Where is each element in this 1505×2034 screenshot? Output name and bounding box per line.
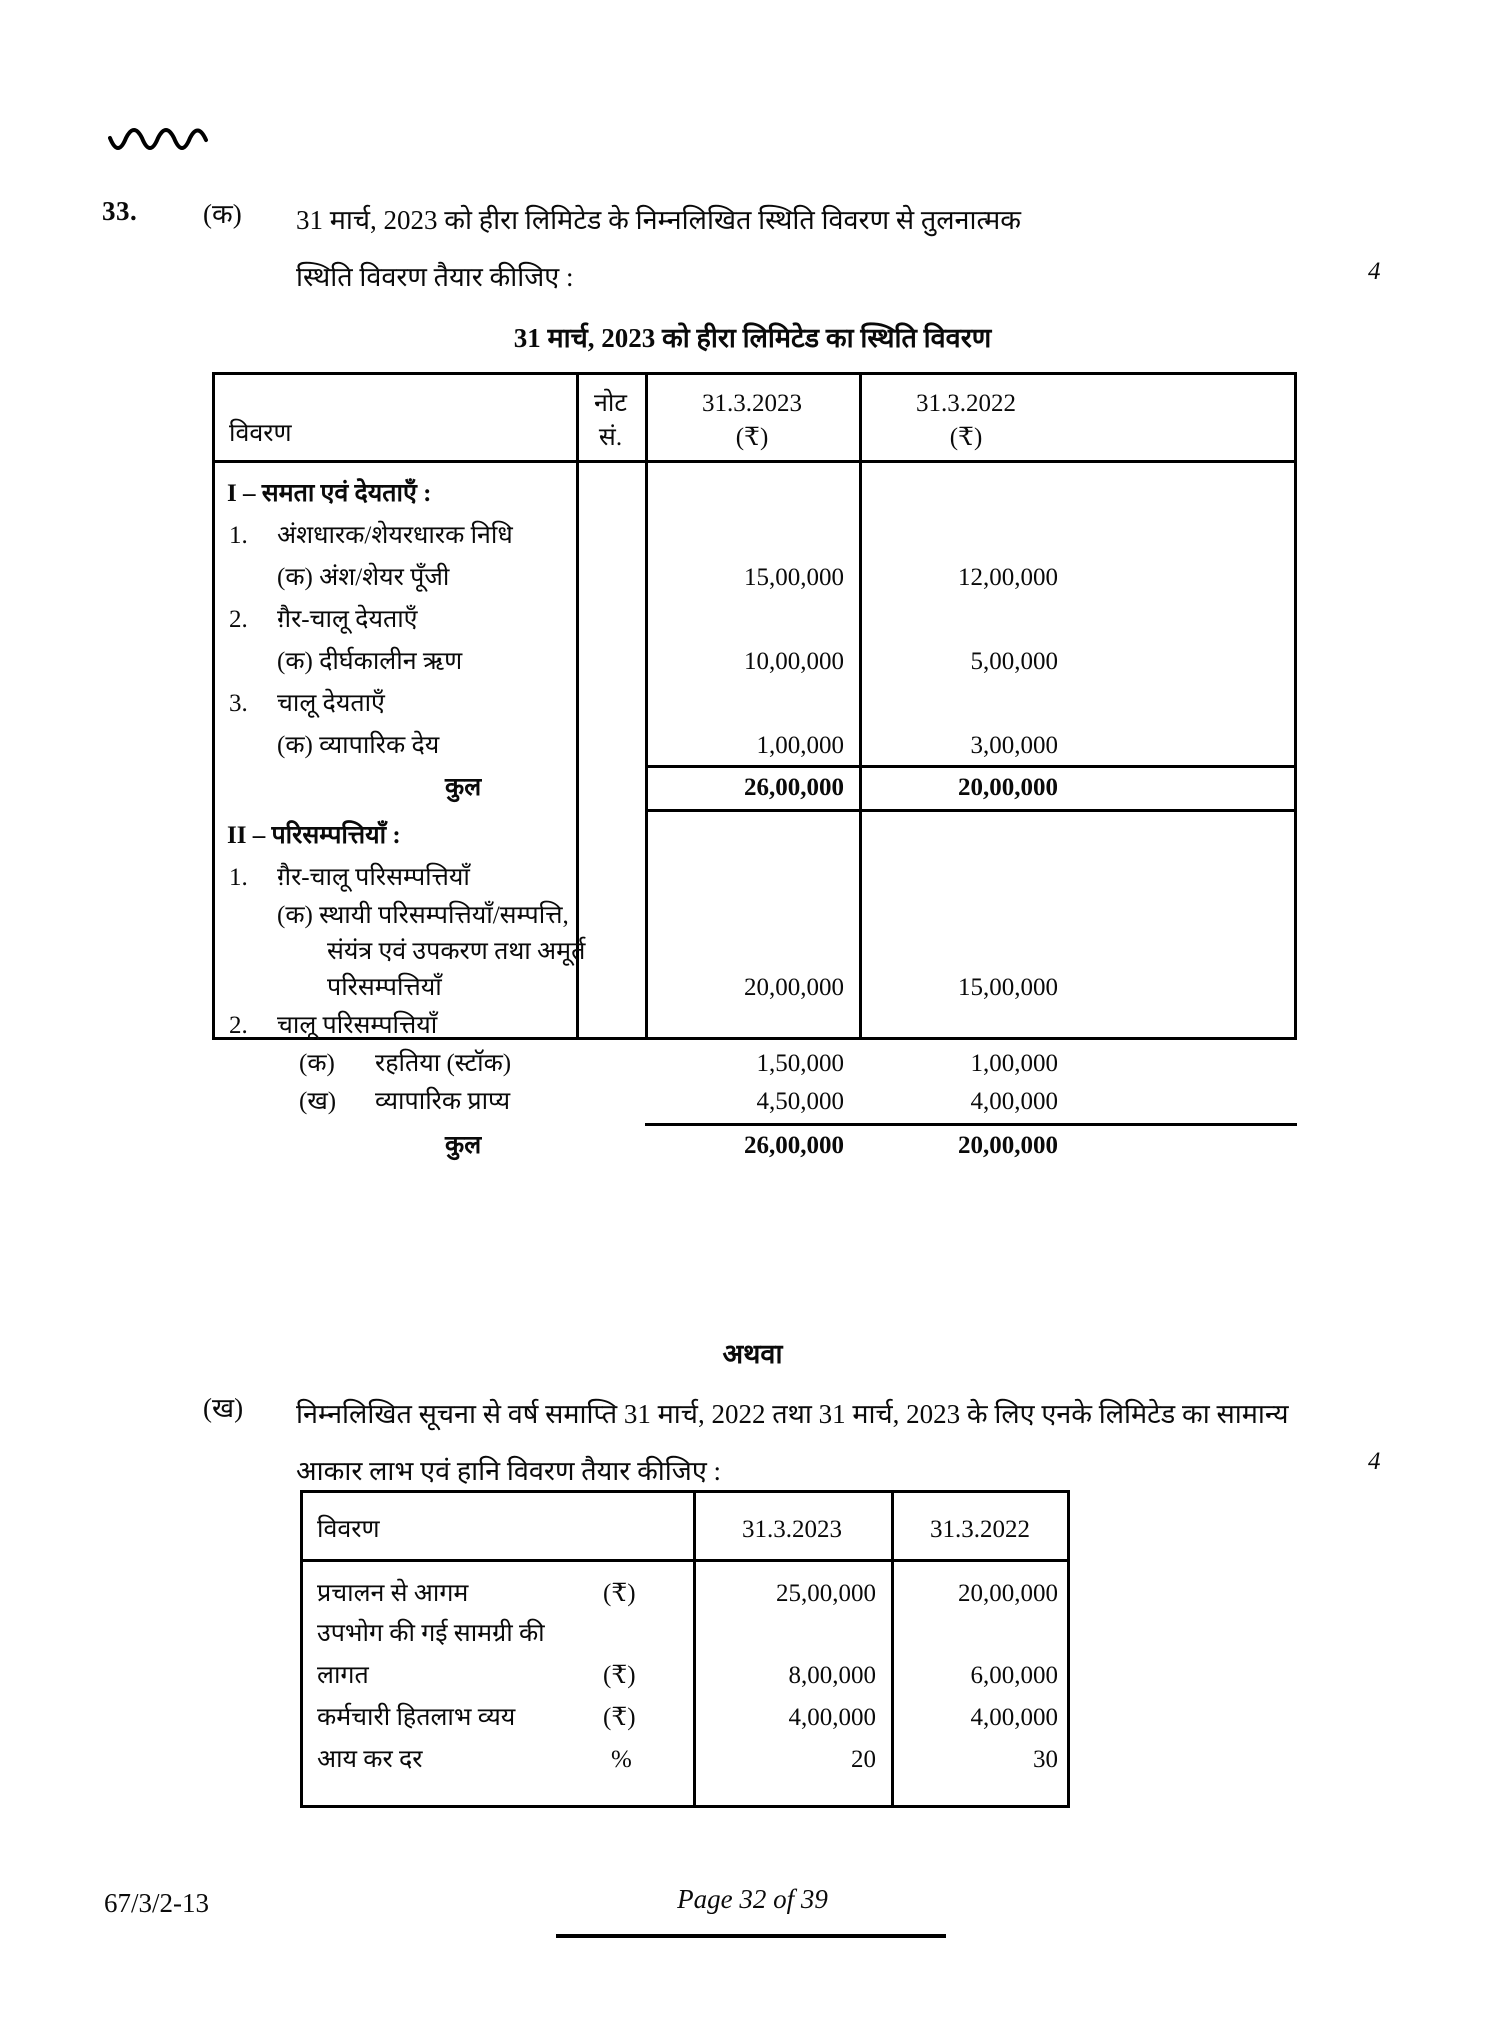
table1-total-rule-top: [645, 765, 1297, 768]
question-part-b-text: [296, 1386, 1316, 1500]
table2-value-2022: 6,00,000: [970, 1662, 1058, 1689]
table2-row-label: आय कर दर: [317, 1746, 423, 1773]
table1-col-rule-3: [859, 375, 862, 1037]
question-part-a-label: (क): [203, 199, 242, 229]
page-number: Page 32 of 39: [677, 1884, 828, 1914]
paper-code: 67/3/2-13: [104, 1888, 209, 1918]
table2-row-label: कर्मचारी हितलाभ व्यय: [317, 1704, 516, 1731]
table1-total-2023: 26,00,000: [744, 774, 844, 801]
table1-row-sublabel: रहतिया (स्टॉक): [375, 1050, 512, 1077]
marks-part-a: 4: [1368, 258, 1381, 285]
table1-total-2022: 20,00,000: [958, 1132, 1058, 1159]
table2-header-col-2022: 31.3.2022: [930, 1516, 1030, 1543]
table1-row-num: 3.: [229, 690, 248, 717]
table1-row-sublabel: (क) व्यापारिक देय: [277, 732, 440, 759]
table1-row-num: 2.: [229, 1012, 248, 1039]
table1-value-2023: 10,00,000: [744, 648, 844, 675]
question-part-a-line1: 31 मार्च, 2023 को हीरा लिमिटेड के निम्नलिखित स्थिति विवरण से तुलनात्मक: [296, 205, 1022, 235]
table1-value-2022: 12,00,000: [958, 564, 1058, 591]
table2-header-particulars: विवरण: [317, 1516, 380, 1543]
table1-section-2-heading: II – परिसम्पत्तियाँ :: [227, 822, 401, 849]
table1-value-2023: 4,50,000: [756, 1088, 844, 1115]
table1-header-col-2023-date: 31.3.2023: [702, 390, 802, 417]
footer-divider: [556, 1934, 946, 1938]
table1-value-2022: 5,00,000: [970, 648, 1058, 675]
or-label: अथवा: [722, 1339, 783, 1369]
table1-row-num: 2.: [229, 606, 248, 633]
table1-row-sublabel-cont: संयंत्र एवं उपकरण तथा अमूर्त: [327, 938, 586, 965]
question-number: 33.: [102, 196, 138, 226]
table2-row-label: प्रचालन से आगम: [317, 1580, 469, 1607]
table1-header-note-line1: नोट: [594, 390, 627, 417]
table1-row-num: 1.: [229, 522, 248, 549]
table1-row-sublabel-marker: (क): [299, 1050, 335, 1077]
table2-value-2022: 4,00,000: [970, 1704, 1058, 1731]
table1-section-1-heading: I – समता एवं देयताएँ :: [227, 480, 432, 507]
table1-row-sublabel: (क) स्थायी परिसम्पत्तियाँ/सम्पत्ति,: [277, 902, 569, 929]
table1-total-rule-bottom: [645, 809, 1297, 812]
table1-row-label: ग़ैर-चालू देयताएँ: [277, 606, 418, 633]
table1-value-2022: 4,00,000: [970, 1088, 1058, 1115]
table1-row-sublabel-marker: (ख): [299, 1088, 337, 1115]
question-part-b-line1: निम्नलिखित सूचना से वर्ष समाप्ति 31 मार्च, 2022 तथा 31 मार्च, 2023 के लिए: [296, 1399, 1035, 1429]
table1-col-rule-2: [645, 375, 648, 1037]
table2-row-unit: (₹): [603, 1580, 636, 1607]
table1-row-label: चालू परिसम्पत्तियाँ: [277, 1012, 438, 1039]
table1-value-2022: 1,00,000: [970, 1050, 1058, 1077]
table1-value-2022: 3,00,000: [970, 732, 1058, 759]
table1-header-col-2022-unit: (₹): [949, 424, 983, 451]
table1-header-col-2023-unit: (₹): [735, 424, 769, 451]
table1-row-num: 1.: [229, 864, 248, 891]
question-part-a-text: [296, 192, 1306, 306]
table1-value-2023: 1,00,000: [756, 732, 844, 759]
table2-row-unit: (₹): [603, 1704, 636, 1731]
table2-value-2022: 30: [1033, 1746, 1058, 1773]
table1-row-label: अंशधारक/शेयरधारक निधि: [277, 522, 513, 549]
table2-header-col-2023: 31.3.2023: [742, 1516, 842, 1543]
table2-row-unit: %: [611, 1746, 632, 1773]
table1-header-note-line2: सं.: [598, 424, 623, 451]
table1-row-sublabel: (क) अंश/शेयर पूँजी: [277, 564, 450, 591]
table1-header-col-2022-date: 31.3.2022: [916, 390, 1016, 417]
table1-row-label: ग़ैर-चालू परिसम्पत्तियाँ: [277, 864, 470, 891]
table2-value-2023: 4,00,000: [788, 1704, 876, 1731]
table2-value-2022: 20,00,000: [958, 1580, 1058, 1607]
table1-total-label: कुल: [445, 1132, 482, 1159]
table1-total-2023: 26,00,000: [744, 1132, 844, 1159]
table1-value-2022: 15,00,000: [958, 974, 1058, 1001]
table1-row-sublabel: (क) दीर्घकालीन ऋण: [277, 648, 463, 675]
table1-value-2023: 1,50,000: [756, 1050, 844, 1077]
table2-value-2023: 25,00,000: [776, 1580, 876, 1607]
question-part-a-line2: स्थिति विवरण तैयार कीजिए :: [296, 262, 574, 292]
table1-row-sublabel: व्यापारिक प्राप्य: [375, 1088, 511, 1115]
table2-row-label: लागत: [317, 1662, 369, 1689]
table1-value-2023: 15,00,000: [744, 564, 844, 591]
question-part-b-line2: एनके लिमिटेड का सामान्य आकार लाभ एवं हानि विवरण तैयार कीजिए :: [296, 1399, 1289, 1486]
table1-header-rule: [215, 460, 1294, 463]
table1-total-2022: 20,00,000: [958, 774, 1058, 801]
table1-row-label: चालू देयताएँ: [277, 690, 385, 717]
table1-row-sublabel-cont: परिसम्पत्तियाँ: [327, 974, 442, 1001]
table2-header-rule: [303, 1559, 1067, 1562]
table1-total2-rule-top: [645, 1123, 1297, 1126]
marks-part-b: 4: [1368, 1448, 1381, 1475]
squiggle-mark-icon: [108, 128, 218, 162]
table2-value-2023: 20: [851, 1746, 876, 1773]
table1-total-label: कुल: [445, 774, 482, 801]
table2-row-unit: (₹): [603, 1662, 636, 1689]
table2-row-label-line1: उपभोग की गई सामग्री की: [317, 1620, 545, 1647]
table1-value-2023: 20,00,000: [744, 974, 844, 1001]
balance-sheet-table: [212, 372, 1297, 1159]
question-part-b-label: (ख): [203, 1393, 244, 1423]
table1-header-particulars: विवरण: [229, 420, 292, 447]
common-size-statement-table: [300, 1490, 1070, 1808]
table1-caption: 31 मार्च, 2023 को हीरा लिमिटेड का स्थिति विवरण: [513, 323, 992, 353]
table2-value-2023: 8,00,000: [788, 1662, 876, 1689]
